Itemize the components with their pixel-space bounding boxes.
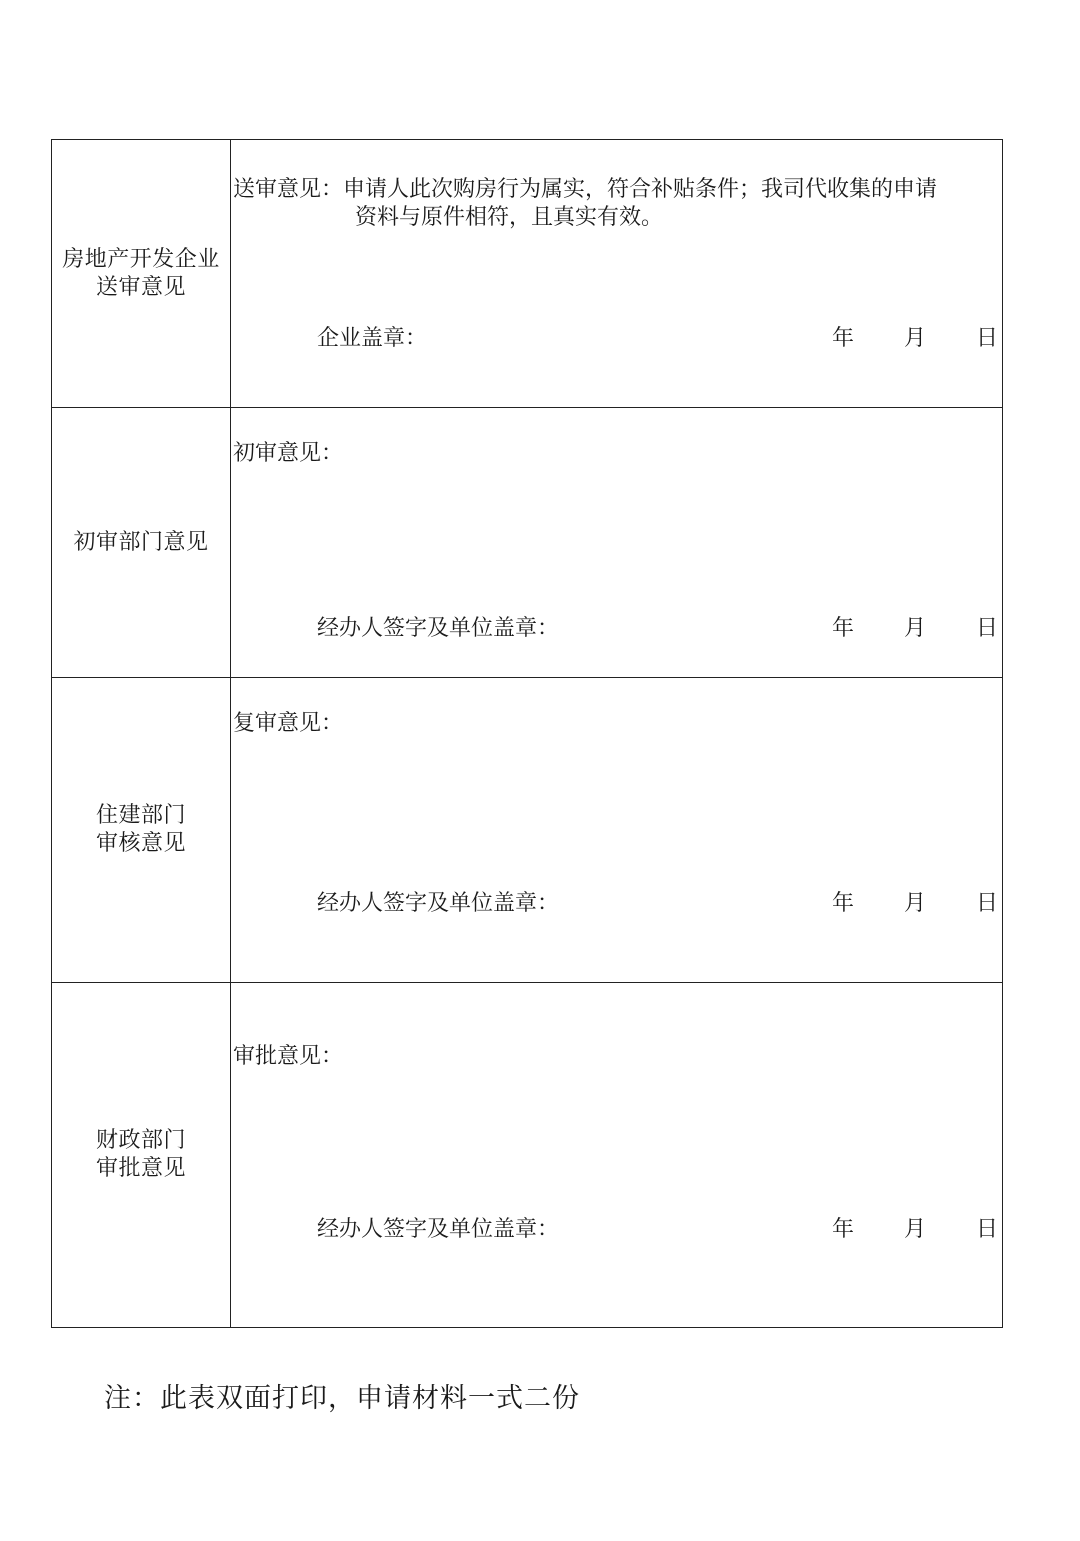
approval-opinion: 审批意见： [233, 1044, 344, 1069]
month-label: 月 [903, 1217, 926, 1242]
finance-approval-cell[interactable] [231, 983, 1002, 1327]
handler-signature-label: 经办人签字及单位盖章： [317, 1217, 560, 1242]
signature-line [317, 890, 998, 918]
row-label-cell [52, 678, 231, 982]
handler-signature-label: 经办人签字及单位盖章： [317, 891, 560, 916]
housing-review-row [52, 678, 1002, 983]
row-label-cell [52, 983, 231, 1327]
signature-line [317, 615, 998, 643]
day-label: 日 [975, 1217, 998, 1242]
finance-approval-row [52, 983, 1002, 1327]
month-label: 月 [903, 326, 926, 351]
submission-opinion [233, 176, 998, 232]
signature-line [317, 1216, 998, 1244]
finance-approval-label: 财政部门 审批意见 [95, 1128, 186, 1181]
year-label: 年 [831, 891, 854, 916]
day-label: 日 [975, 326, 998, 351]
housing-review-cell[interactable] [231, 678, 1002, 982]
handler-signature-label: 经办人签字及单位盖章： [317, 616, 560, 641]
initial-review-opinion: 初审意见： [233, 441, 344, 466]
year-label: 年 [831, 326, 854, 351]
signature-line [317, 325, 998, 353]
developer-opinion-label: 房地产开发企业 送审意见 [62, 246, 220, 300]
day-label: 日 [975, 891, 998, 916]
housing-review-label: 住建部门 审核意见 [95, 803, 186, 856]
company-seal-label: 企业盖章： [317, 326, 428, 351]
developer-opinion-row [52, 140, 1002, 408]
re-review-opinion: 复审意见： [233, 711, 344, 736]
developer-opinion-cell[interactable] [231, 140, 1002, 407]
initial-review-label: 初审部门意见 [73, 529, 209, 555]
row-label-cell [52, 408, 231, 677]
month-label: 月 [903, 616, 926, 641]
footer-note: 注：此表双面打印，申请材料一式二份 [104, 1383, 580, 1414]
day-label: 日 [975, 616, 998, 641]
approval-form-table [51, 139, 1003, 1328]
month-label: 月 [903, 891, 926, 916]
initial-review-row [52, 408, 1002, 678]
initial-review-cell[interactable] [231, 408, 1002, 677]
year-label: 年 [831, 616, 854, 641]
submission-opinion-line1: 送审意见：申请人此次购房行为属实，符合补贴条件；我司代收集的申请 [233, 177, 938, 202]
submission-opinion-line2: 资料与原件相符，且真实有效。 [355, 205, 664, 230]
row-label-cell [52, 140, 231, 407]
year-label: 年 [831, 1217, 854, 1242]
